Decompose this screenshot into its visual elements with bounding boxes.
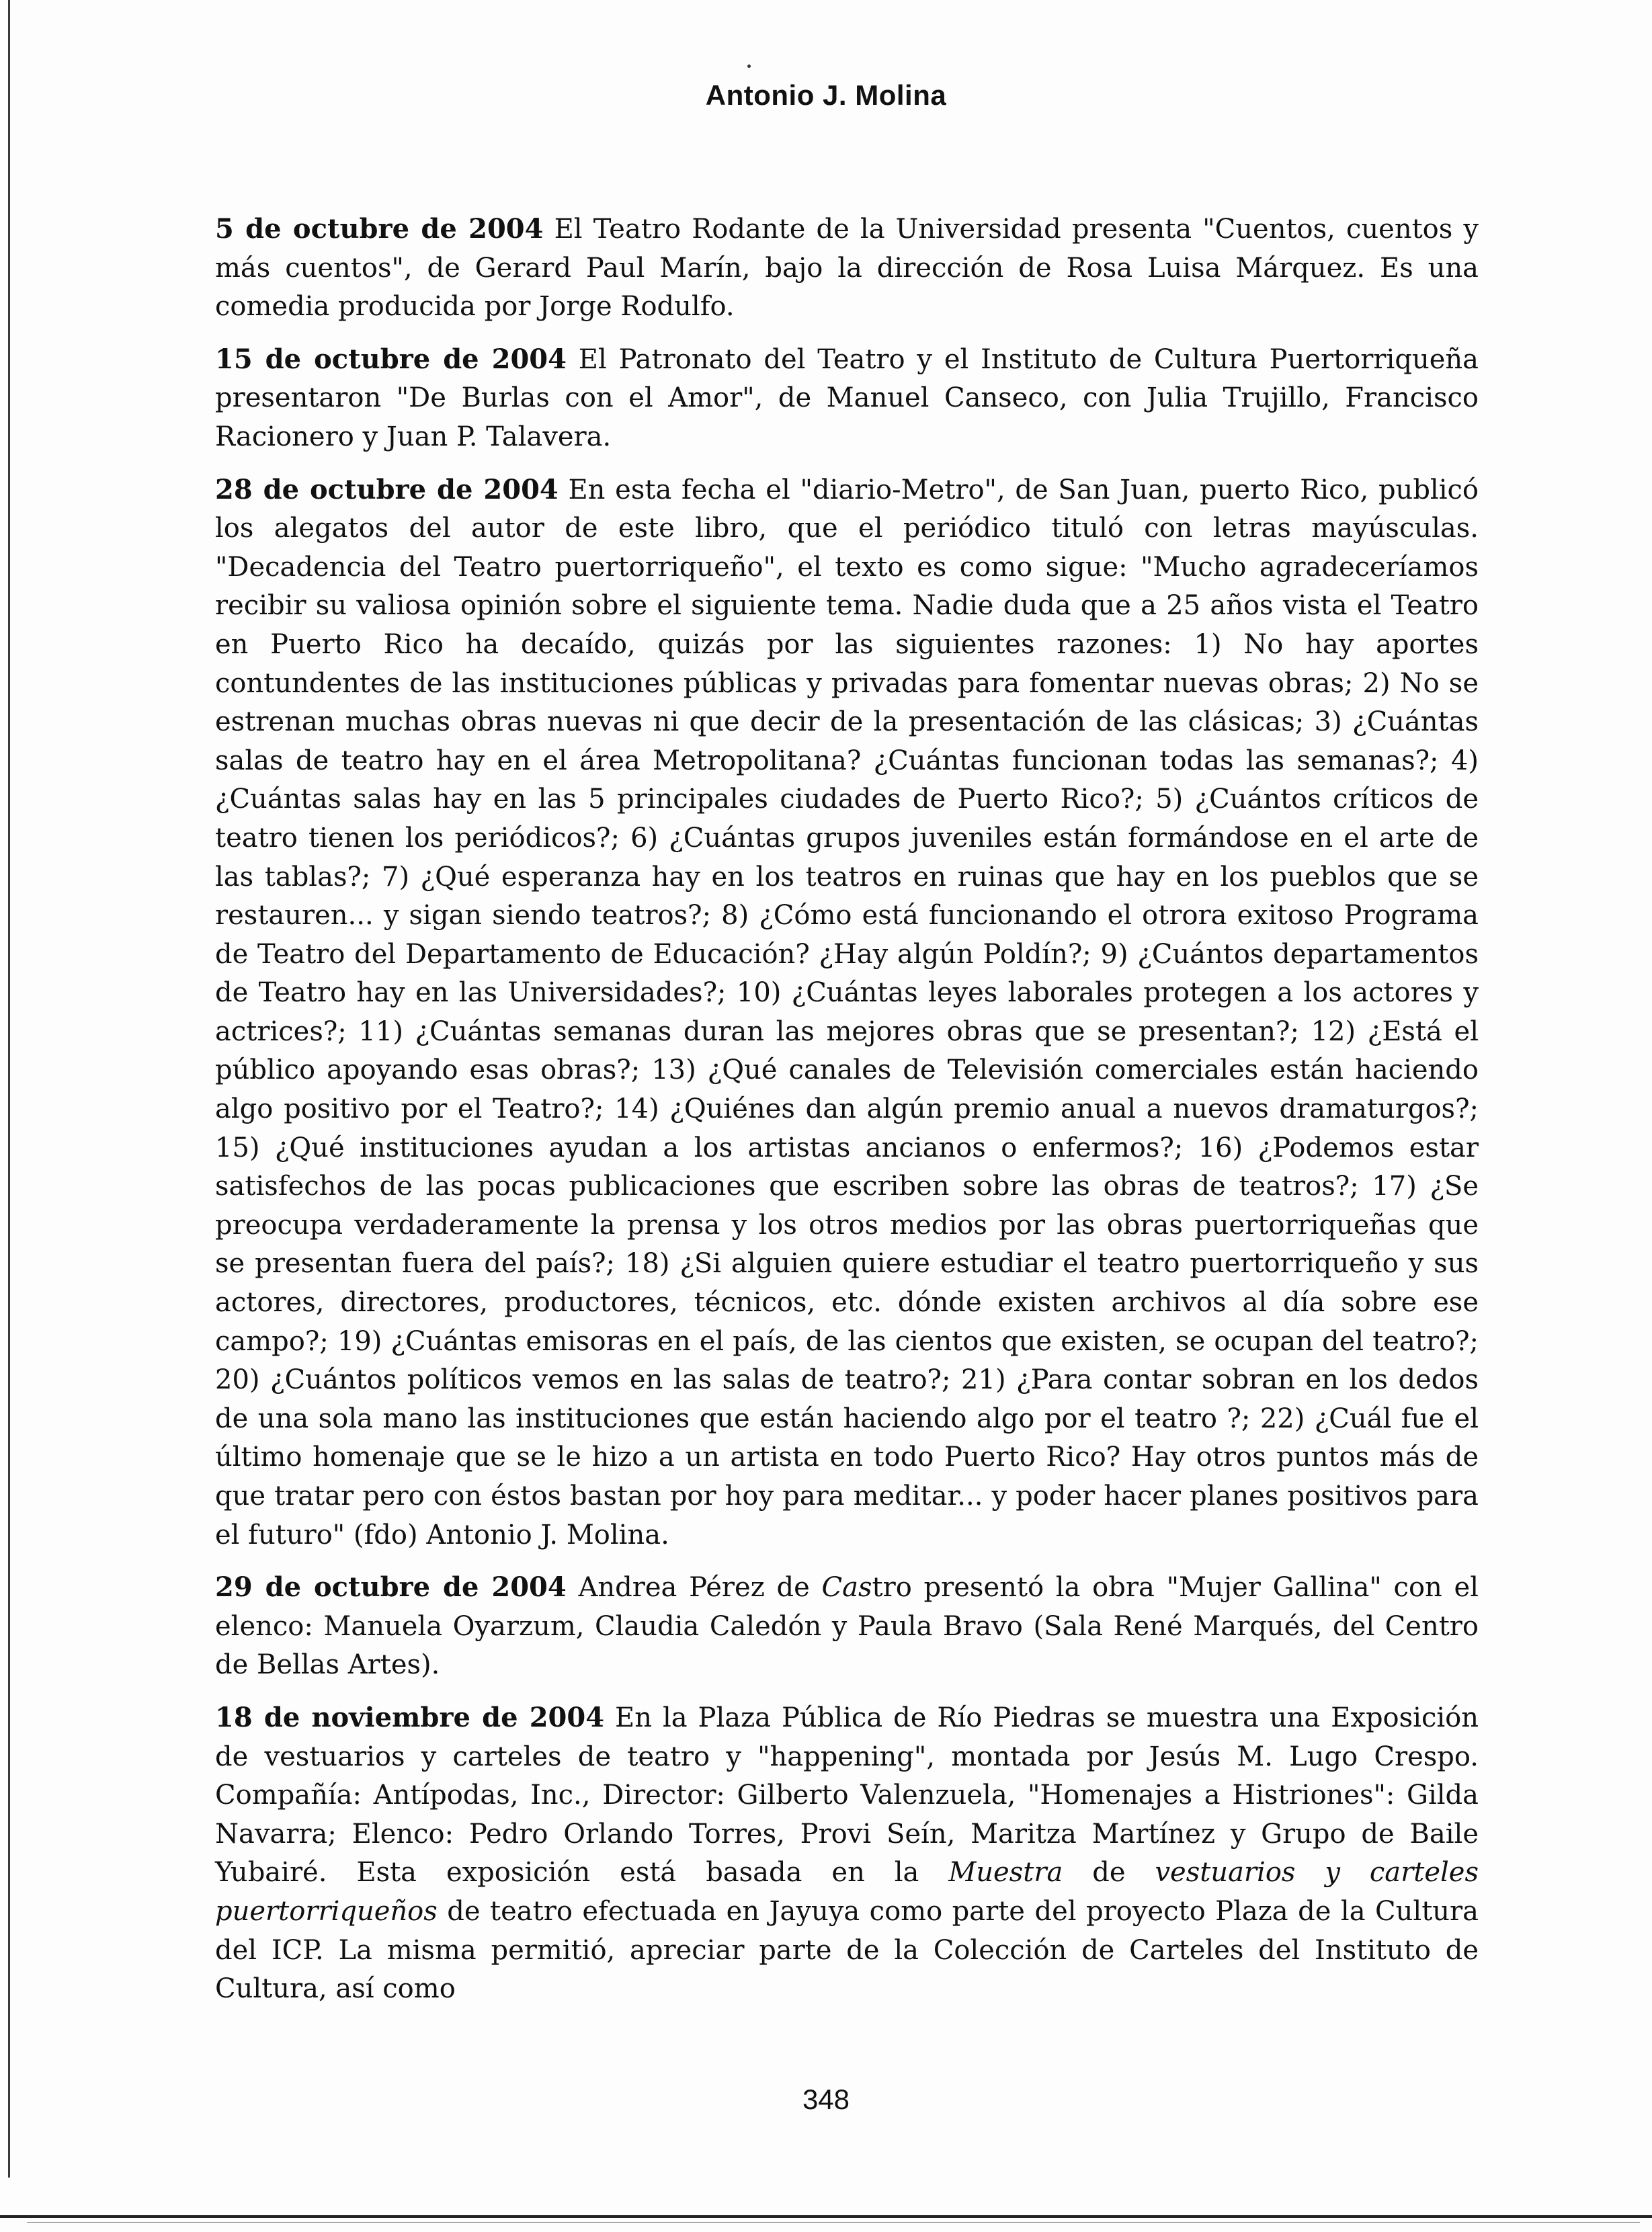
entry-text-italic: vestuarios y carteles puertorriqueños xyxy=(215,1857,1479,1927)
entry-text: En la Plaza Pública de Río Piedras se muestra una Exposición de vestuarios y carteles de teatro y "happening", montada por Jesús M. Lugo Crespo. Compañía: Antípodas, Inc., Director: Gilberto Valenzuela, "Homenajes a Histriones": Gilda Navarra; Elenco: Pedro Orlando Torres, Provi Seín, Maritza Martínez y Grupo de Baile Yubairé. Esta exposición está basada en la xyxy=(215,1702,1479,1889)
scan-bottom-edge xyxy=(0,2215,1652,2218)
scan-speck xyxy=(747,65,751,68)
entry-date: 5 de octubre de 2004 xyxy=(215,213,544,245)
entry-date: 15 de octubre de 2004 xyxy=(215,343,567,375)
scan-left-edge xyxy=(8,0,10,2178)
entry-2004-10-28 xyxy=(215,470,1479,1555)
body-text xyxy=(215,210,1479,2022)
entry-date: 29 de octubre de 2004 xyxy=(215,1571,567,1604)
entry-2004-10-29 xyxy=(215,1568,1479,1685)
entry-2004-10-15 xyxy=(215,340,1479,457)
running-head: Antonio J. Molina xyxy=(705,79,947,111)
entry-2004-10-05 xyxy=(215,210,1479,327)
entry-text: El Patronato del Teatro y el Instituto de Cultura Puertorriqueña presentaron "De Burlas con el Amor", de Manuel Canseco, con Julia Trujillo, Francisco Racionero y Juan P. Talavera. xyxy=(215,343,1479,452)
entry-date: 18 de noviembre de 2004 xyxy=(215,1701,605,1733)
entry-text: de teatro efectuada en Jayuya como parte del proyecto Plaza de la Cultura del ICP. La misma permitió, apreciar parte de la Colección de Carteles del Instituto de Cultura, así como xyxy=(215,1895,1479,2005)
entry-text-italic: Muestra xyxy=(948,1857,1063,1889)
entry-text: Andrea Pérez de xyxy=(566,1572,822,1604)
entry-text: En esta fecha el "diario-Metro", de San Juan, puerto Rico, publicó los alegatos del autor de este libro, que el periódico tituló con letras mayúsculas. "Decadencia del Teatro puertorriqueño", el texto es como sigue: "Mucho agradeceríamos recibir su valiosa opinión sobre el siguiente tema. Nadie duda que a 25 años vista el Teatro en Puerto Rico ha decaído, quizás por las siguientes razones: 1) No hay aportes contundentes de las instituciones públicas y privadas para fomentar nuevas obras; 2) No se estrenan muchas obras nuevas ni que decir de la presentación de las clásicas; 3) ¿Cuántas salas de teatro hay en el área Metropolitana? ¿Cuántas funcionan todas las semanas?; 4) ¿Cuántas salas hay en las 5 principales ciudades de Puerto Rico?; 5) ¿Cuántos críticos de teatro tienen los periódicos?; 6) ¿Cuántas grupos juveniles están formándose en el arte de las tablas?; 7) ¿Qué esperanza hay en los teatros en ruinas que hay en los pueblos que se restauren... y sigan siendo teatros?; 8) ¿Cómo está funcionando el otrora exitoso Programa de Teatro del Departamento de Educación? ¿Hay algún Poldín?; 9) ¿Cuántos departamentos de Teatro hay en las Universidades?; 10) ¿Cuántas leyes laborales protegen a los actores y actrices?; 11) ¿Cuántas semanas duran las mejores obras que se presentan?; 12) ¿Está el público apoyando esas obras?; 13) ¿Qué canales de Televisión comerciales están haciendo algo positivo por el Teatro?; 14) ¿Quiénes dan algún premio anual a nuevos dramaturgos?; 15) ¿Qué instituciones ayudan a los artistas ancianos o enfermos?; 16) ¿Podemos estar satisfechos de las pocas publicaciones que escriben sobre las obras de teatros?; 17) ¿Se preocupa verdaderamente la prensa y los otros medios por las obras puertorriqueñas que se presentan fuera del país?; 18) ¿Si alguien quiere estudiar el teatro puertorriqueño y sus actores, directores, productores, técnicos, etc. dónde existen archivos al día sobre ese campo?; 19) ¿Cuántas emisoras en el país, de las cientos que existen, se ocupan del teatro?; 20) ¿Cuántos políticos vemos en las salas de teatro?; 21) ¿Para contar sobran en los dedos de una sola mano las instituciones que están haciendo algo por el teatro ?; 22) ¿Cuál fue el último homenaje que se le hizo a un artista en todo Puerto Rico? Hay otros puntos más de que tratar pero con éstos bastan por hoy para meditar... y poder hacer planes positivos para el futuro" (fdo) Antonio J. Molina. xyxy=(215,474,1479,1551)
entry-text-italic: Cas xyxy=(821,1572,872,1604)
scan-bottom-edge-secondary xyxy=(27,2222,1640,2223)
entry-2004-11-18 xyxy=(215,1698,1479,2009)
page-number: 348 xyxy=(802,2083,850,2115)
entry-date: 28 de octubre de 2004 xyxy=(215,473,559,505)
entry-text: tro presentó la obra "Mujer Gallina" con el elenco: Manuela Oyarzum, Claudia Caledón y Paula Bravo (Sala René Marqués, del Centro de Bellas Artes). xyxy=(215,1572,1479,1681)
entry-text: de xyxy=(1063,1857,1155,1889)
entry-text: El Teatro Rodante de la Universidad presenta "Cuentos, cuentos y más cuentos", de Gerard Paul Marín, bajo la dirección de Rosa Luisa Márquez. Es una comedia producida por Jorge Rodulfo. xyxy=(215,214,1479,323)
